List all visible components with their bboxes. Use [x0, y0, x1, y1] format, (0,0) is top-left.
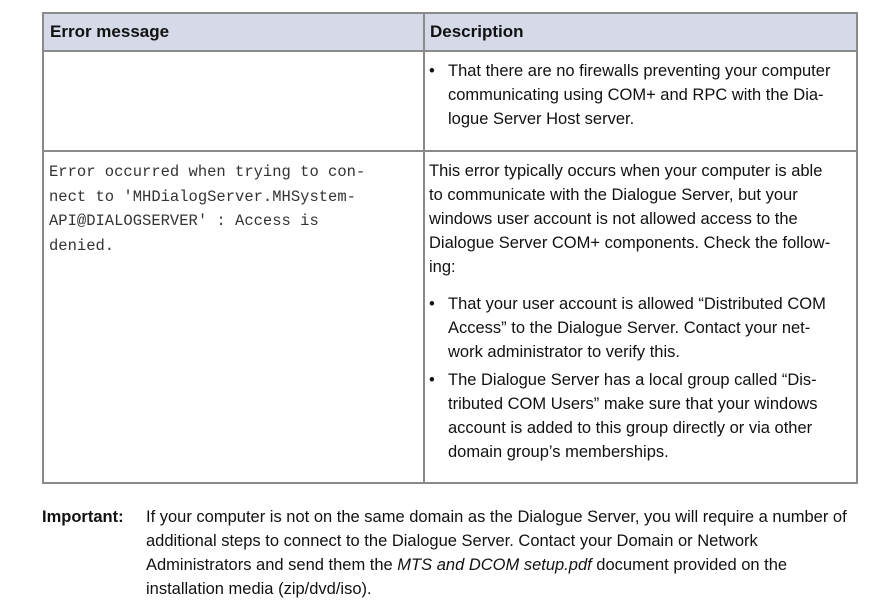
description-line: ing: — [429, 258, 456, 276]
bullet-line: That there are no firewalls preventing your computer — [448, 62, 831, 80]
header-description: Description — [430, 22, 524, 41]
row1-bullet-list — [428, 59, 830, 131]
error-line: Error occurred when trying to con- — [49, 163, 366, 181]
bullet-line: Access” to the Dialogue Server. Contact your net- — [448, 319, 811, 337]
bullet-line: tributed COM Users” make sure that your windows — [448, 395, 818, 413]
header-divider — [44, 50, 856, 52]
bullet-icon: • — [429, 62, 435, 80]
row2-bullet-list — [428, 292, 826, 464]
error-message-text — [49, 160, 365, 258]
note-text-after: document provided on the installation media (zip/dvd/iso). — [146, 556, 788, 598]
list-item — [428, 292, 826, 364]
description-line: This error typically occurs when your computer is able — [429, 162, 823, 180]
description-line: to communicate with the Dialogue Server, but your — [429, 186, 798, 204]
bullet-line: communicating using COM+ and RPC with the Dia- — [448, 86, 824, 104]
error-line: API@DIALOGSERVER' : Access is — [49, 212, 319, 230]
description-line: Dialogue Server COM+ components. Check the follow- — [429, 234, 831, 252]
important-note — [146, 505, 864, 601]
bullet-line: logue Server Host server. — [448, 110, 635, 128]
error-line: denied. — [49, 236, 115, 255]
table-header-row — [44, 14, 856, 51]
description-text — [429, 159, 830, 279]
list-item — [428, 368, 826, 464]
description-line: windows user account is not allowed access to the — [429, 210, 798, 228]
error-line: nect to 'MHDialogServer.MHSystem- — [49, 187, 356, 206]
list-item — [428, 59, 830, 131]
header-error-message: Error message — [50, 22, 170, 41]
important-label: Important: — [42, 508, 124, 526]
bullet-icon: • — [429, 295, 435, 313]
bullet-line: That your user account is allowed “Distributed COM — [448, 295, 826, 313]
bullet-line: account is added to this group directly or via other — [448, 419, 813, 437]
bullet-icon: • — [429, 371, 435, 389]
error-table — [42, 12, 858, 484]
bullet-line: domain group’s memberships. — [448, 443, 669, 461]
row-divider — [44, 150, 856, 152]
note-text-before: If your computer is not on the same domain as the Dialogue Server, you will require a number of additional steps to connect to the Dialogue Server. Contact your Domain or Network Administrators and send them the — [146, 508, 847, 574]
bullet-line: work administrator to verify this. — [448, 343, 680, 361]
column-divider — [423, 14, 425, 482]
document-name: MTS and DCOM setup.pdf — [397, 556, 592, 574]
bullet-line: The Dialogue Server has a local group called “Dis- — [448, 371, 817, 389]
